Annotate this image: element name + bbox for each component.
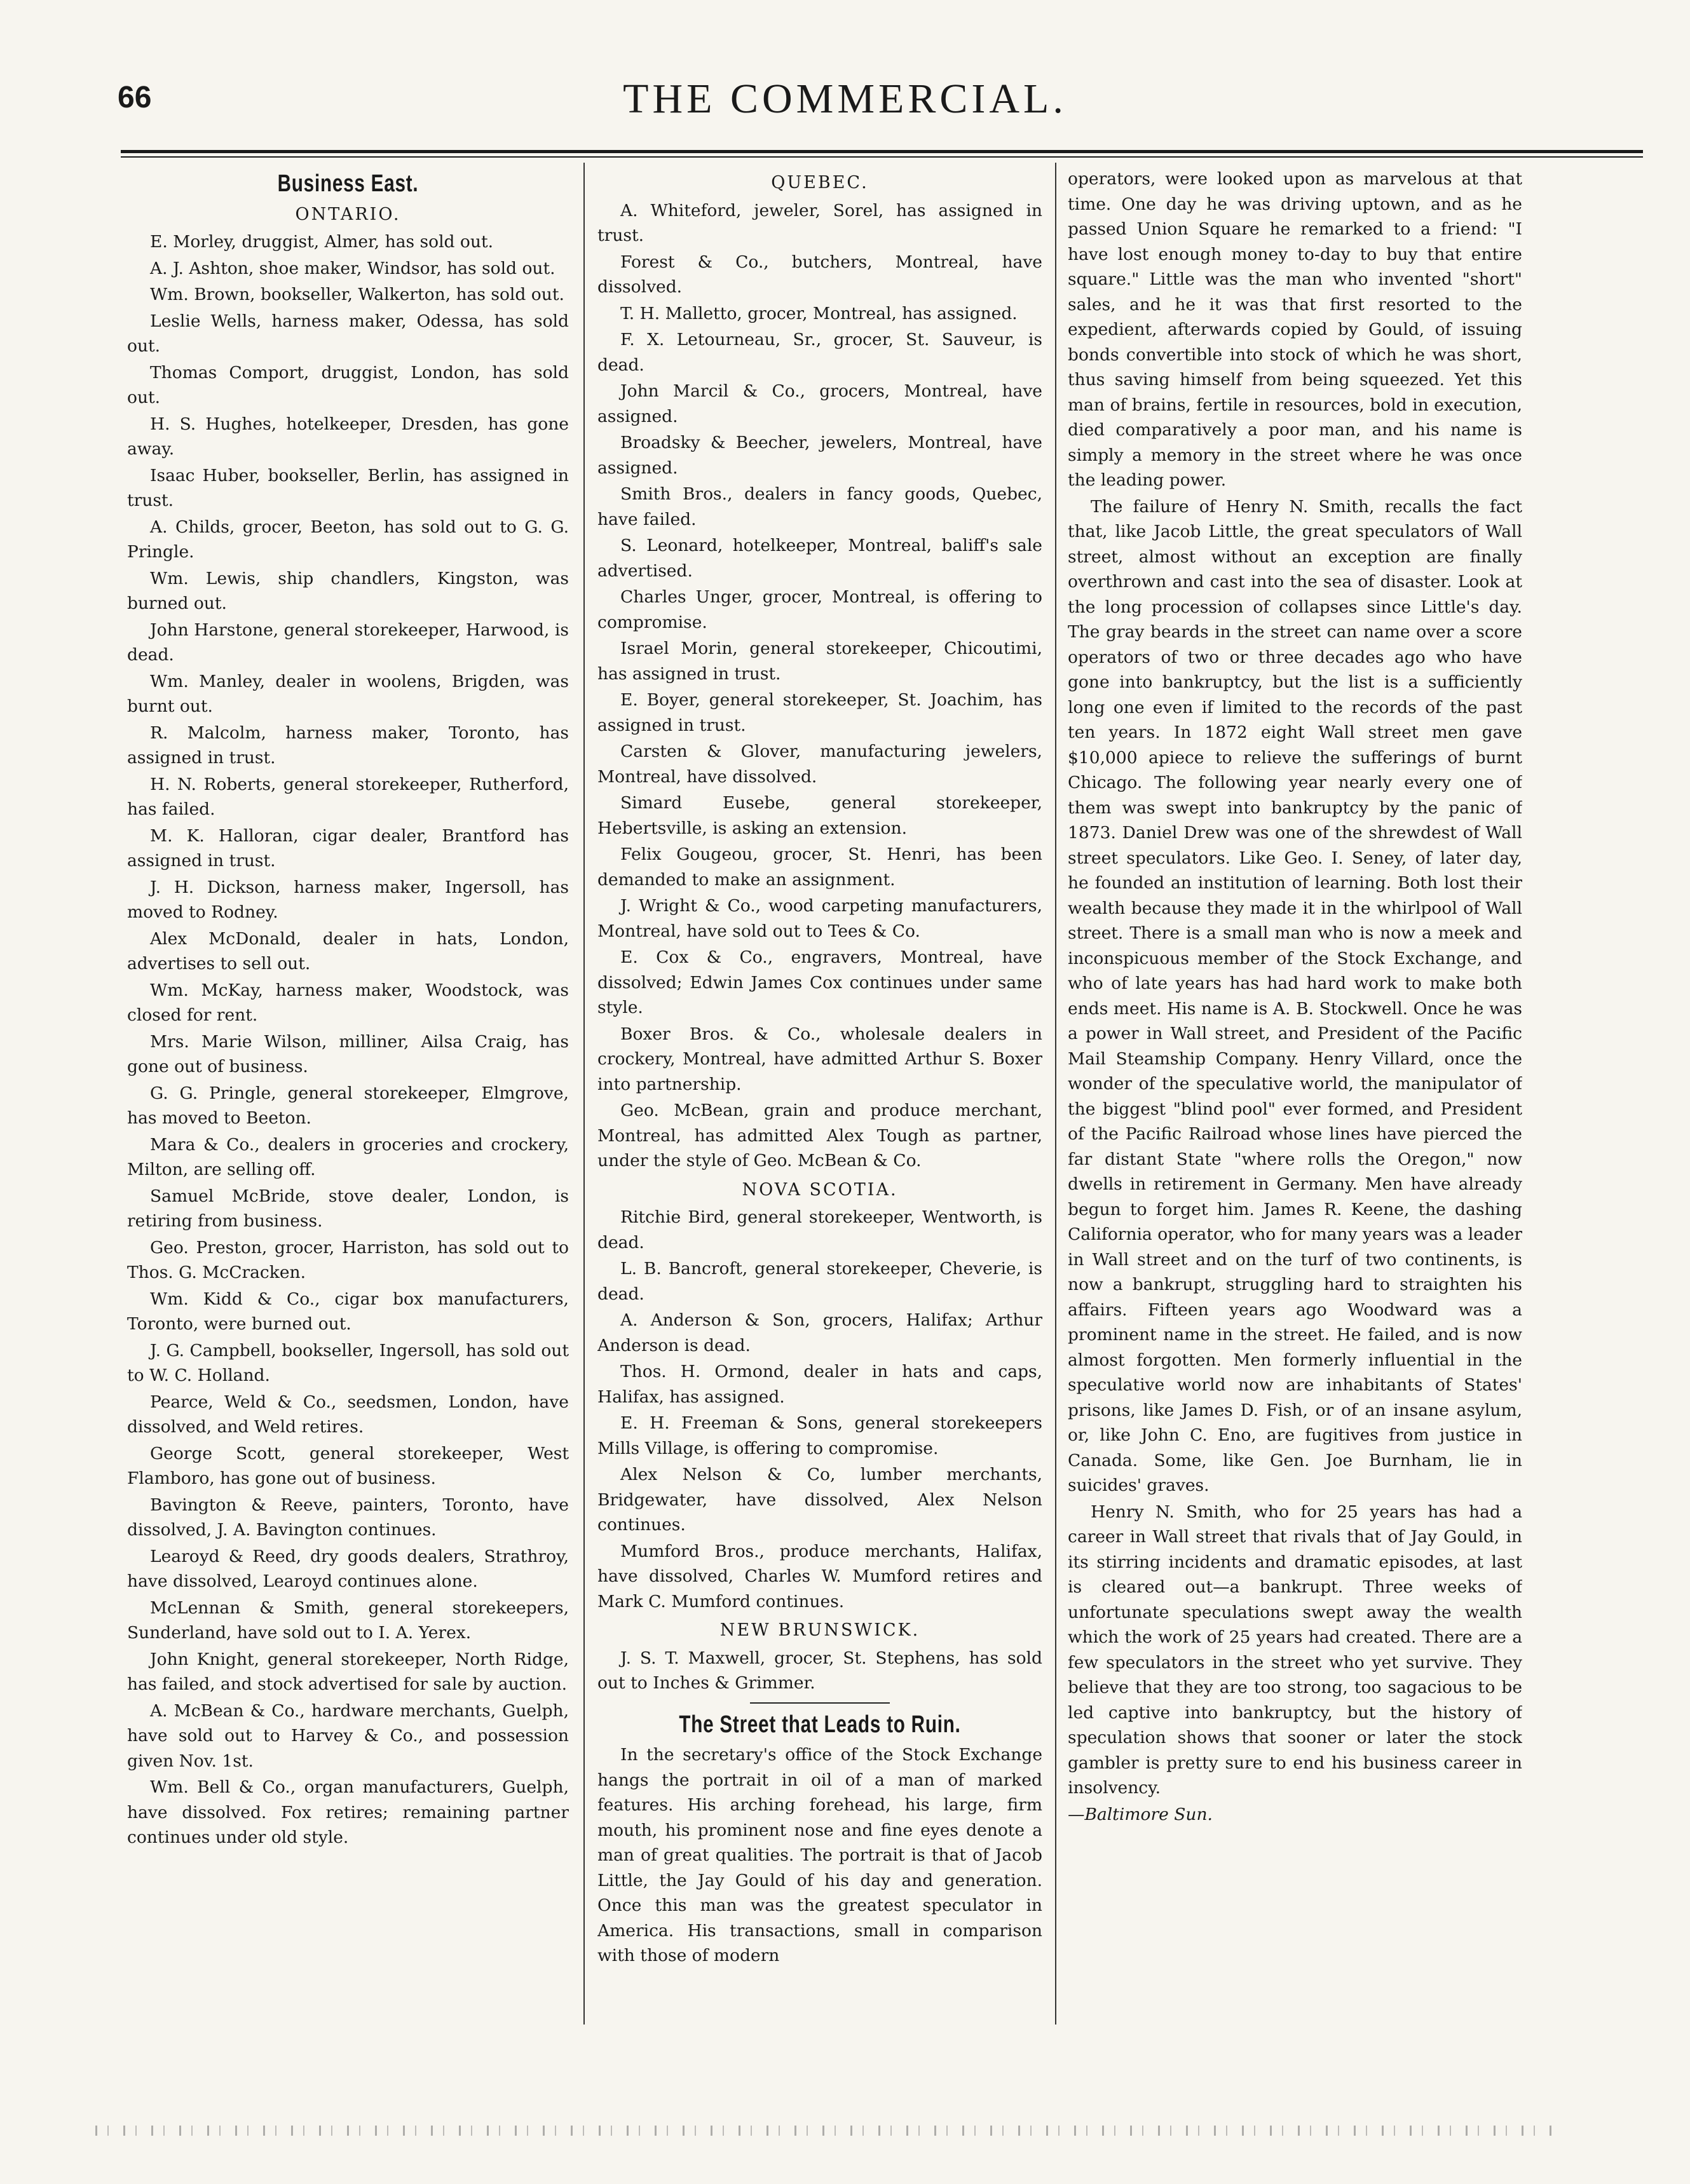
notice-item: H. N. Roberts, general storekeeper, Rutherford, has failed. [127, 774, 569, 819]
column-divider [1055, 163, 1056, 2025]
notice-item: Wm. Kidd & Co., cigar box manufacturers, Toronto, were burned out. [127, 1289, 569, 1334]
notice-item: A. Anderson & Son, grocers, Halifax; Arthur Anderson is dead. [597, 1310, 1042, 1355]
notice-item: Leslie Wells, harness maker, Odessa, has sold out. [127, 311, 569, 356]
notice-item: E. Morley, druggist, Almer, has sold out. [150, 232, 494, 252]
notice-item: Mumford Bros., produce merchants, Halifax, have dissolved, Charles W. Mumford retires and Mark C. Mumford continues. [597, 1541, 1042, 1611]
notice-item: Thomas Comport, druggist, London, has sold out. [127, 362, 569, 407]
article-separator [750, 1702, 890, 1704]
notice-item: F. X. Letourneau, Sr., grocer, St. Sauveur, is dead. [597, 330, 1042, 375]
notice-item: Isaac Huber, bookseller, Berlin, has assigned in trust. [127, 465, 569, 510]
notice-item: Alex Nelson & Co, lumber merchants, Bridgewater, have dissolved, Alex Nelson continues. [597, 1465, 1042, 1535]
notice-item: Learoyd & Reed, dry goods dealers, Strathroy, have dissolved, Learoyd continues alone. [127, 1546, 569, 1591]
column-3 [1068, 166, 1522, 2047]
notice-item: Wm. Brown, bookseller, Walkerton, has sold out. [150, 285, 564, 304]
notice-item: Alex McDonald, dealer in hats, London, advertises to sell out. [127, 928, 569, 973]
nova-scotia-heading: NOVA SCOTIA. [742, 1179, 898, 1200]
notice-item: Mara & Co., dealers in groceries and crockery, Milton, are selling off. [127, 1134, 569, 1179]
nova-scotia-list [597, 1205, 1042, 1614]
notice-item: Carsten & Glover, manufacturing jewelers, Montreal, have dissolved. [597, 742, 1042, 787]
page-number: 66 [118, 81, 152, 114]
quebec-heading: QUEBEC. [771, 173, 869, 193]
notice-item: Ritchie Bird, general storekeeper, Wentworth, is dead. [597, 1207, 1042, 1252]
article-paragraph: operators, were looked upon as marvelous at that time. One day he was driving uptown, and as he passed Union Square he remarked to a friend: "I have lost enough money to-day to buy that entire square." Little was the man who invented "short" sales, and he it was that first resorted to the expedient, afterwards copied by Gould, of issuing bonds convertible into stock of which he was short, thus saving himself from being squeezed. Yet this man of brains, fertile in resources, bold in execution, died comparatively a poor man, and his name is simply a memory in the street where he was once the leading power. [1068, 169, 1522, 490]
notice-item: Wm. McKay, harness maker, Woodstock, was closed for rent. [127, 980, 569, 1025]
notice-item: A. J. Ashton, shoe maker, Windsor, has sold out. [150, 258, 555, 278]
notice-item: E. H. Freeman & Sons, general storekeepers Mills Village, is offering to compromise. [597, 1413, 1042, 1458]
notice-item: T. H. Malletto, grocer, Montreal, has assigned. [620, 303, 1018, 323]
notice-item: R. Malcolm, harness maker, Toronto, has assigned in trust. [127, 722, 569, 768]
article-paragraph: The failure of Henry N. Smith, recalls the fact that, like Jacob Little, the great speculators of Wall street, almost without an exception are finally overthrown and cast into the sea of disaster. Look at the long procession of collapses since Little's day. The gray beards in the street can name over a score operators of two or three decades ago who have gone into bankruptcy, but the list is a sufficiently long one even if limited to the records of the past ten years. In 1872 eight Wall street men gave $10,000 apiece to relieve the sufferings of burnt Chicago. The following year nearly every one of them was swept into bankruptcy by the panic of 1873. Daniel Drew was one of the shrewdest of Wall street speculators. Like Geo. I. Seney, of later day, he founded an institution of learning. Both lost their wealth because they made it in the whirlpool of Wall street. There is a small man who is now a meek and inconspicuous member of the Stock Exchange, and who of late years has had hard work to make both ends meet. His name is A. B. Stockwell. Once he was a power in Wall street, and President of the Pacific Mail Steamship Company. Henry Villard, once the wonder of the speculative world, the manipulator of the biggest "blind pool" ever formed, and President of the Pacific Railroad whose lines have pierced the far distant State "where rolls the Oregon," now dwells in retirement in Germany. Men have already begun to forget him. James R. Keene, the dashing California operator, who for many years was a leader in Wall street and on the turf of two continents, is now a bankrupt, struggling hard to straighten his affairs. Fifteen years ago Woodward was a prominent name in the street. He failed, and is now almost forgotten. Men formerly influential in the speculative world now are inhabitants of States' prisons, like James D. Fish, or of an insane asylum, or, like John C. Eno, are fugitives from justice in Canada. Some, like Gen. Joe Burnham, lie in suicides' graves. [1068, 496, 1522, 1495]
notice-item: G. G. Pringle, general storekeeper, Elmgrove, has moved to Beeton. [127, 1083, 569, 1128]
notice-item: John Harstone, general storekeeper, Harwood, is dead. [127, 620, 569, 665]
notice-item: Geo. Preston, grocer, Harriston, has sold out to Thos. G. McCracken. [127, 1237, 569, 1282]
notice-item: John Marcil & Co., grocers, Montreal, have assigned. [597, 381, 1042, 426]
notice-item: A. Childs, grocer, Beeton, has sold out to G. G. Pringle. [127, 517, 569, 562]
ontario-heading: ONTARIO. [295, 204, 401, 224]
notice-item: S. Leonard, hotelkeeper, Montreal, baliff's sale advertised. [597, 536, 1042, 581]
header-rule [121, 150, 1643, 153]
new-brunswick-heading: NEW BRUNSWICK. [719, 1620, 920, 1640]
quebec-list [597, 198, 1042, 1174]
ontario-list [127, 229, 569, 1850]
notice-item: A. Whiteford, jeweler, Sorel, has assigned in trust. [597, 200, 1042, 245]
notice-item: Forest & Co., butchers, Montreal, have dissolved. [597, 252, 1042, 297]
notice-item: Mrs. Marie Wilson, milliner, Ailsa Craig, has gone out of business. [127, 1031, 569, 1076]
notice-item: Simard Eusebe, general storekeeper, Hebertsville, is asking an extension. [597, 793, 1042, 838]
new-brunswick-list [597, 1646, 1042, 1696]
notice-item: Wm. Lewis, ship chandlers, Kingston, was burned out. [127, 568, 569, 613]
notice-item: Felix Gougeou, grocer, St. Henri, has been demanded to make an assignment. [597, 844, 1042, 890]
notice-item: M. K. Halloran, cigar dealer, Brantford has assigned in trust. [127, 825, 569, 871]
notice-item: E. Boyer, general storekeeper, St. Joachim, has assigned in trust. [597, 690, 1042, 735]
notice-item: Wm. Manley, dealer in woolens, Brigden, was burnt out. [127, 671, 569, 716]
notice-item: H. S. Hughes, hotelkeeper, Dresden, has gone away. [127, 414, 569, 459]
header-rule-thin [121, 156, 1643, 158]
article-continuation [1068, 166, 1522, 1801]
notice-item: Geo. McBean, grain and produce merchant, Montreal, has admitted Alex Tough as partner, under the style of Geo. McBean & Co. [597, 1101, 1042, 1170]
notice-item: Broadsky & Beecher, jewelers, Montreal, have assigned. [597, 433, 1042, 478]
notice-item: J. Wright & Co., wood carpeting manufacturers, Montreal, have sold out to Tees & Co. [597, 896, 1042, 941]
notice-item: Samuel McBride, stove dealer, London, is retiring from business. [127, 1186, 569, 1231]
notice-item: J. S. T. Maxwell, grocer, St. Stephens, has sold out to Inches & Grimmer. [597, 1648, 1042, 1693]
column-divider [583, 163, 585, 2025]
article-paragraph: Henry N. Smith, who for 25 years has had a career in Wall street that rivals that of Jay Gould, in its stirring incidents and dramatic episodes, at last is cleared out—a bankrupt. Three weeks of unfortunate speculations swept away the wealth which the work of 25 years had created. There are a few speculators in the street who yet survive. They believe that they are too strong, too sagacious to be led captive into bankruptcy, but the history of speculation shows that sooner or later the stock gambler is pretty sure to end his business career in insolvency. [1068, 1502, 1522, 1798]
notice-item: Pearce, Weld & Co., seedsmen, London, have dissolved, and Weld retires. [127, 1392, 569, 1437]
notice-item: McLennan & Smith, general storekeepers, Sunderland, have sold out to I. A. Yerex. [127, 1597, 569, 1643]
masthead: THE COMMERCIAL. [623, 76, 1067, 122]
column-1 [127, 166, 569, 2047]
notice-item: Thos. H. Ormond, dealer in hats and caps, Halifax, has assigned. [597, 1362, 1042, 1407]
article-source: —Baltimore Sun. [1068, 1804, 1213, 1824]
business-east-title: Business East. [277, 170, 419, 197]
notice-item: George Scott, general storekeeper, West Flamboro, has gone out of business. [127, 1443, 569, 1488]
notice-item: A. McBean & Co., hardware merchants, Guelph, have sold out to Harvey & Co., and possession given Nov. 1st. [127, 1700, 569, 1771]
notice-item: John Knight, general storekeeper, North Ridge, has failed, and stock advertised for sale by auction. [127, 1649, 569, 1694]
notice-item: Israel Morin, general storekeeper, Chicoutimi, has assigned in trust. [597, 639, 1042, 684]
notice-item: L. B. Bancroft, general storekeeper, Cheverie, is dead. [597, 1259, 1042, 1304]
notice-item: J. H. Dickson, harness maker, Ingersoll, has moved to Rodney. [127, 877, 569, 922]
article-paragraph: In the secretary's office of the Stock Exchange hangs the portrait in oil of a man of marked features. His arching forehead, his large, firm mouth, his prominent nose and fine eyes denote a man of great qualities. The portrait is that of Jacob Little, the Jay Gould of his day and generation. Once this man was the greatest speculator in America. His transactions, small in comparison with those of modern [597, 1745, 1042, 1965]
notice-item: Boxer Bros. & Co., wholesale dealers in crockery, Montreal, have admitted Arthur S. Boxer into partnership. [597, 1024, 1042, 1094]
notice-item: Charles Unger, grocer, Montreal, is offering to compromise. [597, 587, 1042, 632]
notice-item: Smith Bros., dealers in fancy goods, Quebec, have failed. [597, 484, 1042, 529]
notice-item: Bavington & Reeve, painters, Toronto, have dissolved, J. A. Bavington continues. [127, 1495, 569, 1540]
print-artifact [95, 2126, 1557, 2136]
notice-item: J. G. Campbell, bookseller, Ingersoll, has sold out to W. C. Holland. [127, 1340, 569, 1385]
article-title: The Street that Leads to Ruin. [679, 1711, 961, 1738]
notice-item: E. Cox & Co., engravers, Montreal, have dissolved; Edwin James Cox continues under same style. [597, 947, 1042, 1017]
column-2 [597, 166, 1042, 2047]
notice-item: Wm. Bell & Co., organ manufacturers, Guelph, have dissolved. Fox retires; remaining partner continues under old style. [127, 1777, 569, 1847]
source-name: Baltimore Sun. [1084, 1804, 1213, 1824]
